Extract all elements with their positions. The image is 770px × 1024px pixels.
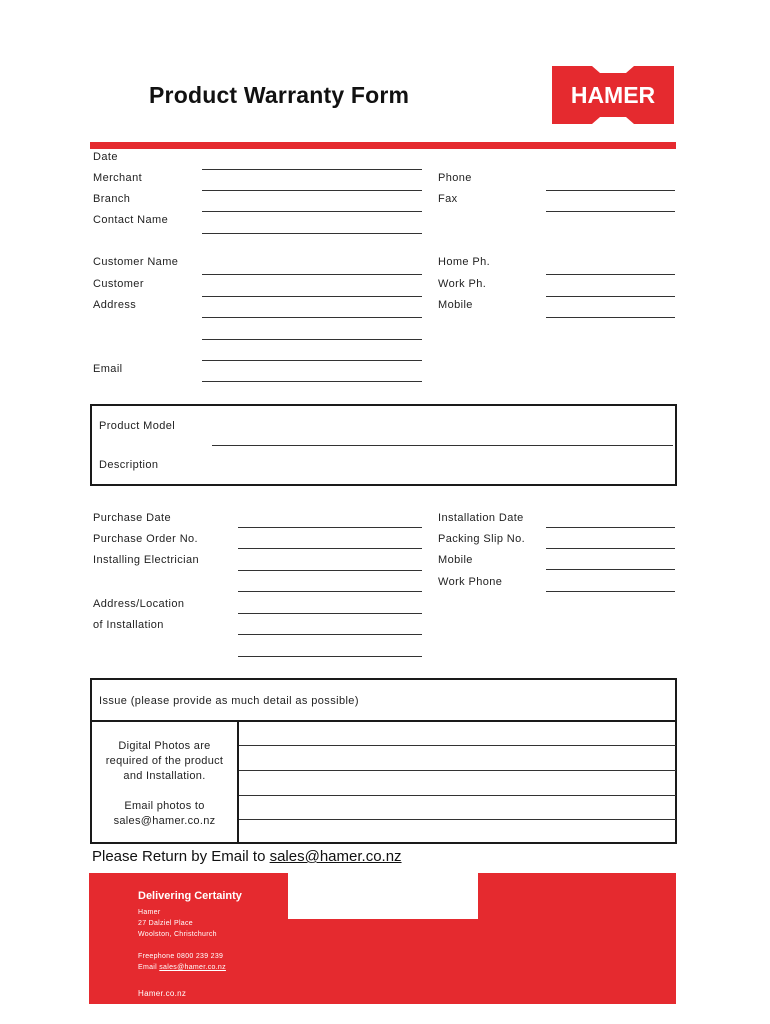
hamer-logo — [552, 66, 674, 124]
description-label: Description — [99, 459, 159, 471]
customer-name-field[interactable] — [202, 274, 422, 275]
date-label: Date — [93, 151, 118, 163]
photos-line-1: Digital Photos are — [118, 740, 211, 752]
branch-label: Branch — [93, 193, 131, 205]
issue-line-4[interactable] — [239, 819, 676, 820]
footer-company: Hamer — [138, 909, 161, 916]
footer-email-prefix: Email — [138, 964, 160, 971]
mobile-field[interactable] — [546, 317, 675, 318]
email-label: Email — [93, 363, 123, 375]
product-model-label: Product Model — [99, 420, 176, 432]
return-note — [92, 848, 402, 865]
work-ph-label: Work Ph. — [438, 278, 487, 290]
purchase-order-field[interactable] — [238, 548, 422, 549]
issue-label: Issue (please provide as much detail as possible) — [99, 695, 359, 707]
packing-slip-label: Packing Slip No. — [438, 533, 526, 545]
photos-instructions — [93, 739, 236, 829]
purchase-date-field[interactable] — [238, 527, 422, 528]
customer-address-field-2[interactable] — [202, 317, 422, 318]
page-title: Product Warranty Form — [149, 82, 410, 108]
installation-address-field-3[interactable] — [238, 656, 422, 657]
photos-line-2: required of the product — [105, 755, 224, 767]
footer-email — [138, 964, 226, 971]
customer-address-field-1[interactable] — [202, 296, 422, 297]
footer-tagline: Delivering Certainty — [138, 890, 242, 902]
email-photos-line-2: sales@hamer.co.nz — [113, 815, 216, 827]
footer-city: Woolston, Christchurch — [138, 931, 217, 938]
work-phone-label: Work Phone — [438, 576, 503, 588]
purchase-order-label: Purchase Order No. — [93, 533, 199, 545]
branch-field[interactable] — [202, 211, 422, 212]
installing-electrician-label: Installing Electrician — [93, 554, 200, 566]
issue-divider — [91, 720, 676, 722]
work-ph-field[interactable] — [546, 296, 675, 297]
installing-electrician-field-2[interactable] — [238, 591, 422, 592]
issue-line-3[interactable] — [239, 795, 676, 796]
home-ph-label: Home Ph. — [438, 256, 491, 268]
installation-date-field[interactable] — [546, 527, 675, 528]
footer-email-link[interactable]: sales@hamer.co.nz — [159, 964, 226, 971]
contact-name-field[interactable] — [202, 233, 422, 234]
header-divider — [90, 142, 676, 149]
mobile-label: Mobile — [438, 299, 473, 311]
installation-date-label: Installation Date — [438, 512, 524, 524]
logo-text: HAMER — [570, 82, 656, 108]
fax-field[interactable] — [546, 211, 675, 212]
customer-address-field-4[interactable] — [202, 360, 422, 361]
of-installation-label: of Installation — [93, 619, 164, 631]
return-email-link[interactable]: sales@hamer.co.nz — [269, 848, 402, 865]
customer-name-label: Customer Name — [93, 256, 179, 268]
photos-divider — [237, 720, 239, 844]
address-location-label: Address/Location — [93, 598, 185, 610]
issue-line-2[interactable] — [239, 770, 676, 771]
customer-address-field-3[interactable] — [202, 339, 422, 340]
packing-slip-field[interactable] — [546, 548, 675, 549]
footer-freephone: Freephone 0800 239 239 — [138, 953, 224, 960]
footer-website[interactable]: Hamer.co.nz — [138, 989, 187, 998]
work-phone-field[interactable] — [546, 591, 675, 592]
installation-address-field-2[interactable] — [238, 634, 422, 635]
merchant-field[interactable] — [202, 190, 422, 191]
phone-field[interactable] — [546, 190, 675, 191]
photos-line-3: and Installation. — [123, 770, 206, 782]
date-field[interactable] — [202, 169, 422, 170]
footer-notch — [288, 873, 478, 919]
installation-address-field-1[interactable] — [238, 613, 422, 614]
installer-mobile-field[interactable] — [546, 569, 675, 570]
email-field[interactable] — [202, 381, 422, 382]
fax-label: Fax — [438, 193, 458, 205]
merchant-label: Merchant — [93, 172, 143, 184]
purchase-date-label: Purchase Date — [93, 512, 171, 524]
email-photos-line-1: Email photos to — [124, 800, 205, 812]
customer-label: Customer — [93, 278, 144, 290]
return-note-prefix: Please Return by Email to — [92, 848, 270, 865]
issue-line-1[interactable] — [239, 745, 676, 746]
home-ph-field[interactable] — [546, 274, 675, 275]
address-label: Address — [93, 299, 137, 311]
footer-street: 27 Dalziel Place — [138, 920, 193, 927]
installer-mobile-label: Mobile — [438, 554, 473, 566]
contact-name-label: Contact Name — [93, 214, 169, 226]
product-model-field[interactable] — [212, 445, 673, 446]
phone-label: Phone — [438, 172, 472, 184]
installing-electrician-field-1[interactable] — [238, 570, 422, 571]
